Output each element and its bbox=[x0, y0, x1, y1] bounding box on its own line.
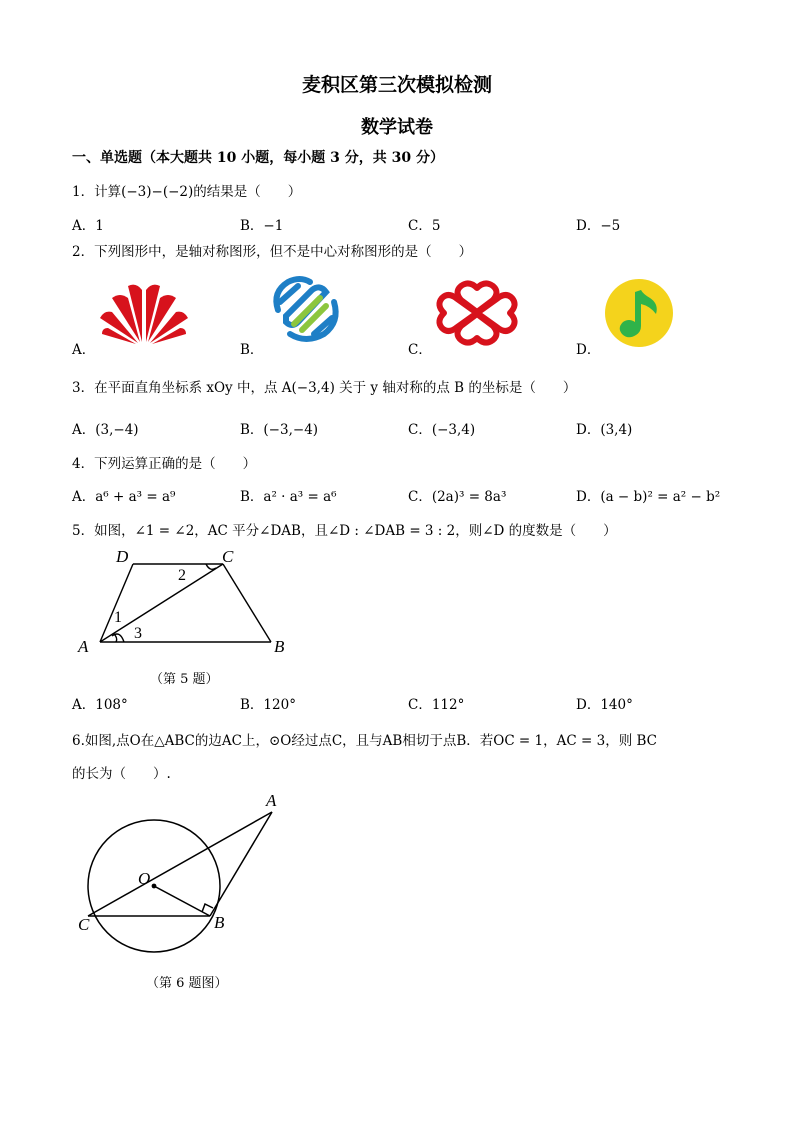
question-5-option-d: D．140° bbox=[576, 697, 633, 713]
qq-music-logo-icon bbox=[604, 278, 674, 348]
question-4-option-a: A．a⁶ + a³ = a⁹ bbox=[72, 489, 176, 505]
page-title: 麦积区第三次模拟检测 bbox=[301, 74, 492, 96]
section-heading: 一、单选题（本大题共 10 小题，每小题 3 分，共 30 分） bbox=[72, 150, 444, 166]
q5-label-A: A bbox=[78, 637, 89, 656]
q6-label-O: O bbox=[138, 869, 151, 888]
question-2-option-b: B． bbox=[240, 342, 264, 358]
question-6-figure bbox=[74, 790, 294, 962]
question-3-option-d: D．(3,4) bbox=[576, 422, 633, 438]
q5-label-C: C bbox=[222, 547, 234, 566]
question-1-option-b: B．−1 bbox=[240, 218, 284, 234]
question-6-stem-line2: 的长为（ ）. bbox=[72, 766, 171, 782]
question-2-option-a: A． bbox=[72, 342, 96, 358]
question-1-option-d: D．−5 bbox=[576, 218, 621, 234]
q6-label-B: B bbox=[214, 913, 225, 932]
china-mobile-logo-icon bbox=[268, 272, 344, 348]
q5-label-angle-3: 3 bbox=[134, 625, 142, 642]
q6-label-A: A bbox=[266, 791, 277, 810]
question-2-option-d: D． bbox=[576, 342, 601, 358]
question-1-option-a: A．1 bbox=[72, 218, 104, 234]
question-5-option-b: B．120° bbox=[240, 697, 296, 713]
huawei-logo-icon bbox=[98, 282, 190, 344]
question-4-stem: 4．下列运算正确的是（ ） bbox=[72, 456, 257, 472]
question-3-option-c: C．(−3,4) bbox=[408, 422, 476, 438]
question-3-option-b: B．(−3,−4) bbox=[240, 422, 319, 438]
q5-label-angle-1: 1 bbox=[114, 609, 122, 626]
question-5-figure bbox=[74, 542, 294, 660]
question-6-caption: （第 6 题图） bbox=[146, 976, 228, 991]
question-5-caption: （第 5 题） bbox=[150, 672, 219, 687]
q6-label-C: C bbox=[78, 915, 90, 934]
question-4-option-b: B．a² · a³ = a⁶ bbox=[240, 489, 337, 505]
question-3-option-a: A．(3,−4) bbox=[72, 422, 139, 438]
china-unicom-logo-icon bbox=[434, 278, 520, 348]
question-4-option-c: C．(2a)³ = 8a³ bbox=[408, 489, 507, 505]
question-1-option-c: C．5 bbox=[408, 218, 441, 234]
question-5-option-c: C．112° bbox=[408, 697, 465, 713]
q5-label-angle-2: 2 bbox=[178, 567, 186, 584]
question-3-stem: 3．在平面直角坐标系 xOy 中，点 A(−3,4) 关于 y 轴对称的点 B 的坐标是（ ） bbox=[72, 380, 577, 396]
page-subtitle: 数学试卷 bbox=[361, 117, 433, 138]
question-5-stem: 5．如图，∠1 = ∠2，AC 平分∠DAB，且∠D : ∠DAB = 3 : 2，则∠D 的度数是（ ） bbox=[72, 523, 617, 539]
q5-label-B: B bbox=[274, 637, 285, 656]
question-1-stem: 1．计算(−3)−(−2)的结果是（ ） bbox=[72, 184, 302, 200]
q5-label-D: D bbox=[116, 547, 129, 566]
question-4-option-d: D．(a − b)² = a² − b² bbox=[576, 489, 721, 505]
question-2-stem: 2．下列图形中，是轴对称图形，但不是中心对称图形的是（ ） bbox=[72, 244, 473, 260]
question-6-stem-line1: 6.如图,点O在△ABC的边AC上，⊙O经过点C，且与AB相切于点B．若OC = 1，AC = 3，则 BC bbox=[72, 733, 657, 749]
question-5-option-a: A．108° bbox=[72, 697, 128, 713]
question-2-option-c: C． bbox=[408, 342, 432, 358]
